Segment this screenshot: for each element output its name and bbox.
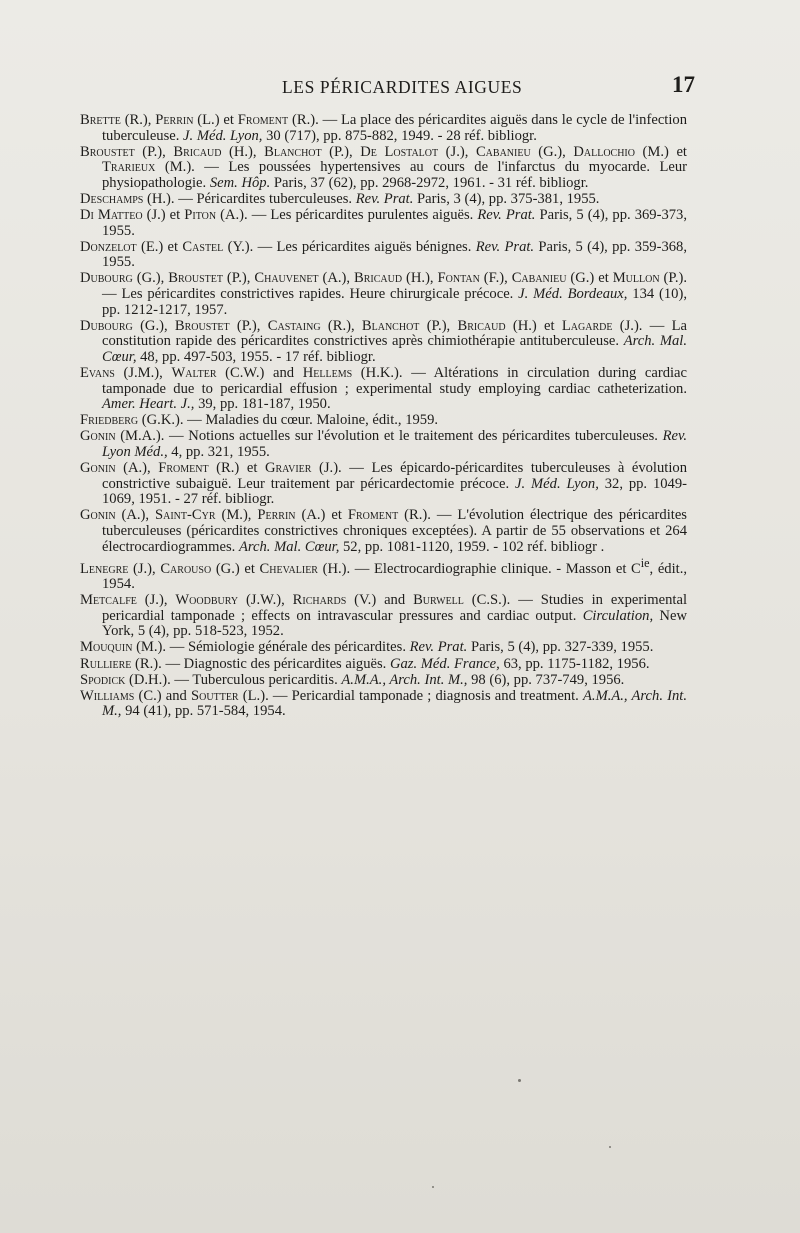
author-name: Woodbury (175, 592, 239, 609)
author-name: Perrin (155, 112, 194, 128)
reference-text: Paris, 5 (4), pp. 369-373, 1955. (102, 207, 687, 239)
reference-text: (P.), (321, 143, 361, 160)
author-name: Mouquin (80, 639, 133, 656)
journal-title: Circulation, (582, 607, 654, 624)
journal-title: Rev. Prat. (475, 238, 535, 255)
author-name: Mullon (612, 270, 660, 287)
author-name: Bricaud (354, 270, 403, 287)
reference-entry (80, 366, 687, 413)
author-name: Castaing (267, 317, 321, 334)
author-name: Froment (347, 507, 399, 524)
reference-text: (G.), (132, 270, 169, 287)
reference-entry (80, 556, 687, 593)
reference-text: Paris, 5 (4), pp. 327-339, 1955. (467, 639, 654, 656)
reference-text: 32, pp. 1049-1069, 1951. - 27 réf. bibliogr. (102, 475, 687, 508)
reference-text: (P.), (419, 317, 458, 334)
reference-text: (J.), (438, 143, 476, 160)
reference-entry (80, 113, 687, 144)
reference-text: (G.) et (566, 270, 613, 287)
reference-text: (J.W.), (238, 592, 293, 609)
reference-text: 134 (10), pp. 1212-1217, 1957. (102, 286, 687, 318)
author-name: Metcalfe (80, 592, 137, 609)
reference-text: (J.M.), (114, 365, 172, 381)
reference-text: (J.), (128, 560, 161, 577)
author-name: Gravier (264, 460, 312, 477)
author-name: Gonin (80, 428, 116, 445)
reference-text: (C.S.). — Studies in experimental pericardial tamponade ; effects on intravascular pressures and cardiac output. (102, 592, 688, 624)
reference-text: (H.). — Electrocardiographie clinique. - Masson et C (317, 560, 641, 577)
author-name: Bricaud (173, 143, 222, 160)
reference-entry (80, 689, 687, 720)
author-name: Brette (80, 112, 121, 128)
reference-text: 98 (6), pp. 737-749, 1956. (467, 671, 625, 688)
reference-text: , édit., 1954. (102, 560, 687, 593)
reference-text: (V.) and (346, 592, 414, 609)
author-name: Donzelot (80, 238, 137, 255)
author-name: Chauvenet (254, 270, 319, 287)
journal-title: A.M.A., Arch. Int. M., (341, 671, 468, 688)
reference-entry (80, 240, 687, 271)
reference-text: (G.K.). — Maladies du cœur. Maloine, édit., 1959. (138, 412, 439, 429)
reference-text: (R.), (120, 112, 156, 128)
reference-text: New York, 5 (4), pp. 518-523, 1952. (102, 607, 687, 640)
reference-text: (H.), (221, 143, 265, 160)
journal-title: Sem. Hôp. (209, 174, 271, 191)
reference-text: (Y.). — Les péricardites aiguës bénignes. (223, 238, 476, 255)
author-name: Cabanieu (475, 143, 531, 160)
reference-entry (80, 429, 687, 460)
author-name: Castel (182, 238, 224, 255)
reference-text: 39, pp. 181-187, 1950. (194, 396, 331, 413)
journal-title: Rev. Lyon Méd., (102, 428, 687, 460)
author-name: Richards (292, 592, 347, 609)
reference-text: (P.). — Les péricardites constrictives rapides. Heure chirurgicale précoce. (102, 270, 688, 303)
reference-text: (J.) et (142, 207, 185, 224)
reference-text: (R.) et (208, 460, 265, 477)
reference-entry (80, 657, 687, 673)
author-name: Trarieux (102, 159, 156, 176)
author-name: Lenegre (80, 560, 129, 577)
author-name: Piton (184, 207, 217, 224)
journal-title: Gaz. Méd. France, (389, 655, 500, 672)
reference-text: Paris, 5 (4), pp. 359-368, 1955. (102, 238, 687, 271)
author-name: Broustet (80, 143, 135, 160)
reference-text: (H.). — Péricardites tuberculeuses. (143, 190, 356, 207)
reference-text: (H.), (402, 270, 438, 287)
author-name: Di Matteo (80, 207, 143, 224)
author-name: Hellems (302, 365, 353, 381)
reference-entry (80, 508, 687, 555)
journal-title: Rev. Prat. (355, 190, 414, 207)
author-name: Saint-Cyr (155, 507, 216, 524)
journal-title: Rev. Prat. (477, 207, 536, 224)
author-name: Froment (158, 460, 209, 477)
reference-text: (J.), (136, 592, 176, 609)
reference-entry (80, 593, 687, 640)
author-name: Blanchot (264, 143, 322, 160)
reference-entry (80, 673, 687, 689)
reference-text: (P.), (134, 143, 174, 160)
reference-text: (M.) et (635, 143, 687, 160)
journal-title: J. Méd. Lyon, (183, 127, 263, 144)
reference-text: (R.). — Diagnostic des péricardites aiguës. (131, 655, 390, 672)
reference-text: 48, pp. 497-503, 1955. - 17 réf. bibliogr. (136, 348, 376, 365)
reference-text: (E.) et (136, 238, 183, 255)
page-number: 17 (672, 72, 695, 97)
reference-text: 94 (41), pp. 571-584, 1954. (121, 703, 286, 720)
author-name: Soutter (191, 687, 239, 704)
reference-entry (80, 145, 687, 192)
journal-title: Arch. Mal. Cœur, (238, 538, 340, 555)
reference-text: (A.), (115, 507, 156, 524)
author-name: Fontan (437, 270, 480, 287)
author-name: Blanchot (361, 317, 420, 334)
reference-entry (80, 192, 687, 208)
reference-text: (H.K.). — Altérations in circulation during cardiac tamponade due to pericardial effusion ; experimental study employing cardiac catheterization. (102, 365, 687, 397)
journal-title: Amer. Heart. J., (102, 396, 195, 413)
reference-text: (A.), (115, 460, 159, 477)
reference-text: (J.). — La constitution rapide des péricardites constrictives après chimiothérapie antituberculeuse. (102, 317, 688, 350)
author-name: Friedberg (80, 412, 139, 429)
page-header (0, 74, 800, 100)
reference-text: (P.), (229, 317, 268, 334)
reference-text: (G.), (132, 317, 175, 334)
journal-title: A.M.A., Arch. Int. M., (102, 687, 688, 720)
reference-text: (L.) et (193, 112, 238, 128)
reference-text: (J.). — Les épicardo-péricardites tuberculeuses à évolution constrictive subaiguë. Leur traitement par péricardectomie précoce. (102, 460, 687, 492)
reference-text: (M.). — Sémiologie générale des péricardites. (132, 639, 410, 656)
reference-text: (M.). — Les poussées hypertensives au cours de l'infarctus du myocarde. Leur physiopathologie. (102, 159, 687, 191)
author-name: Walter (171, 365, 217, 381)
reference-text: 63, pp. 1175-1182, 1956. (499, 655, 650, 672)
reference-text: (R.). — L'évolution électrique des péricardites tuberculeuses (péricardites constrictives chroniques exceptées). A partir de 55 observations et 264 électrocardiogrammes. (102, 507, 687, 555)
author-name: Gonin (80, 507, 116, 524)
reference-text: (G.), (530, 143, 574, 160)
reference-entry (80, 208, 687, 239)
reference-entry (80, 271, 687, 318)
reference-text: (M.A.). — Notions actuelles sur l'évolution et le traitement des péricardites tuberculeuses. (115, 428, 663, 445)
author-name: Dubourg (80, 317, 133, 334)
journal-title: J. Méd. Bordeaux, (518, 286, 628, 303)
reference-text: (M.), (215, 507, 258, 524)
reference-text: (G.) et (211, 560, 260, 577)
reference-text: Paris, 3 (4), pp. 375-381, 1955. (413, 190, 600, 207)
author-name: Deschamps (80, 190, 144, 207)
reference-text: (R.). — La place des péricardites aiguës dans le cycle de l'infection tuberculeuse. (102, 112, 687, 144)
author-name: Spodick (80, 671, 126, 688)
reference-entry (80, 640, 687, 656)
author-name: Gonin (80, 460, 116, 477)
print-speck (432, 1186, 434, 1188)
journal-title: J. Méd. Lyon, (515, 475, 599, 492)
author-name: Dallochio (573, 143, 635, 160)
print-speck (518, 1079, 521, 1082)
author-name: Perrin (257, 507, 296, 524)
author-name: Froment (237, 112, 289, 128)
author-name: Chevalier (259, 560, 318, 577)
bibliography-list (80, 113, 687, 720)
reference-text: Paris, 37 (62), pp. 2968-2972, 1961. - 31 réf. bibliogr. (270, 174, 589, 191)
reference-text: (A.), (318, 270, 354, 287)
reference-text: (L.). — Pericardial tamponade ; diagnosis and treatment. (238, 687, 583, 704)
print-speck (609, 1146, 611, 1148)
author-name: Williams (80, 687, 135, 704)
author-name: Rulliere (80, 655, 132, 672)
author-name: Dubourg (80, 270, 133, 287)
reference-text: (C.) and (134, 687, 192, 704)
author-name: Evans (80, 365, 115, 381)
reference-entry (80, 319, 687, 366)
author-name: Broustet (174, 317, 230, 334)
author-name: Burwell (413, 592, 464, 609)
reference-text: (C.W.) and (216, 365, 303, 381)
author-name: Lagarde (561, 317, 613, 334)
author-name: Broustet (168, 270, 223, 287)
reference-text: 52, pp. 1081-1120, 1959. - 102 réf. bibliogr . (339, 538, 605, 555)
author-name: De Lostalot (360, 143, 439, 160)
reference-text: 4, pp. 321, 1955. (167, 443, 270, 460)
reference-entry (80, 413, 687, 429)
running-title: LES PÉRICARDITES AIGUES (282, 77, 523, 97)
author-name: Cabanieu (511, 270, 567, 287)
journal-title: Arch. Mal. Cœur, (102, 333, 687, 365)
journal-title: Rev. Prat. (409, 639, 468, 656)
reference-text: (H.) et (505, 317, 562, 334)
reference-text: 30 (717), pp. 875-882, 1949. - 28 réf. bibliogr. (262, 127, 537, 144)
reference-text: (A.). — Les péricardites purulentes aiguës. (216, 207, 478, 224)
reference-entry (80, 461, 687, 508)
reference-text: (D.H.). — Tuberculous pericarditis. (125, 671, 342, 688)
author-name: Bricaud (457, 317, 506, 334)
reference-text: ie (640, 555, 650, 570)
reference-text: (A.) et (295, 507, 348, 524)
reference-text: (F.), (479, 270, 512, 287)
author-name: Carouso (160, 560, 212, 577)
reference-text: (P.), (222, 270, 255, 287)
reference-text: (R.), (320, 317, 362, 334)
